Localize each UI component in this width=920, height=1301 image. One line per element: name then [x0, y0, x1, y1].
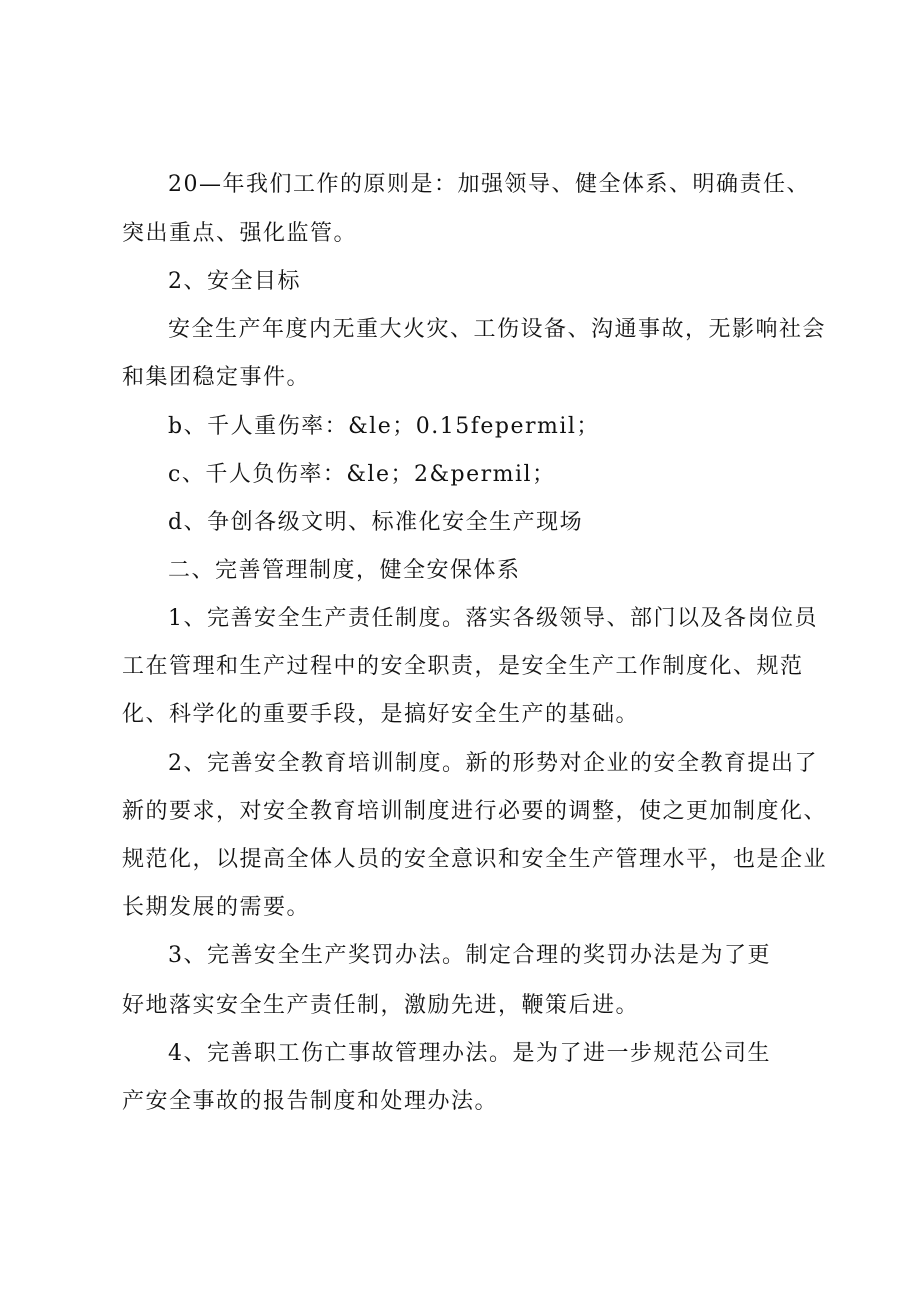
paragraph-principles-line-1: 20—年我们工作的原则是：加强领导、健全体系、明确责任、: [168, 172, 810, 197]
item-injury-rate: c、千人负伤率：&le；2&permil；: [168, 462, 556, 487]
paragraph-rewards-line-2: 好地落实安全生产责任制，激励先进，鞭策后进。: [122, 993, 640, 1018]
heading-safety-goals: 2、安全目标: [168, 269, 301, 294]
paragraph-accident-line-2: 产安全事故的报告制度和处理办法。: [122, 1089, 499, 1114]
paragraph-responsibility-line-3: 化、科学化的重要手段，是搞好安全生产的基础。: [122, 702, 640, 727]
paragraph-principles-line-2: 突出重点、强化监管。: [122, 221, 358, 246]
paragraph-responsibility-line-1: 1、完善安全生产责任制度。落实各级领导、部门以及各岗位员: [168, 606, 818, 631]
paragraph-accident-line-1: 4、完善职工伤亡事故管理办法。是为了进一步规范公司生: [168, 1041, 771, 1066]
paragraph-rewards-line-1: 3、完善安全生产奖罚办法。制定合理的奖罚办法是为了更: [168, 943, 771, 968]
paragraph-training-line-4: 长期发展的需要。: [122, 895, 311, 920]
section-heading-management-system: 二、完善管理制度，健全安保体系: [168, 558, 521, 583]
paragraph-safety-goal-line-2: 和集团稳定事件。: [122, 365, 311, 390]
paragraph-training-line-1: 2、完善安全教育培训制度。新的形势对企业的安全教育提出了: [168, 751, 818, 776]
paragraph-safety-goal-line-1: 安全生产年度内无重大火灾、工伤设备、沟通事故，无影响社会: [168, 317, 827, 342]
paragraph-responsibility-line-2: 工在管理和生产过程中的安全职责，是安全生产工作制度化、规范: [122, 654, 804, 679]
paragraph-training-line-3: 规范化，以提高全体人员的安全意识和安全生产管理水平，也是企业: [122, 847, 828, 872]
paragraph-training-line-2: 新的要求，对安全教育培训制度进行必要的调整，使之更加制度化、: [122, 799, 828, 824]
item-civilized-site: d、争创各级文明、标准化安全生产现场: [168, 510, 584, 535]
item-serious-injury-rate: b、千人重伤率：&le；0.15fepermil；: [168, 414, 600, 439]
